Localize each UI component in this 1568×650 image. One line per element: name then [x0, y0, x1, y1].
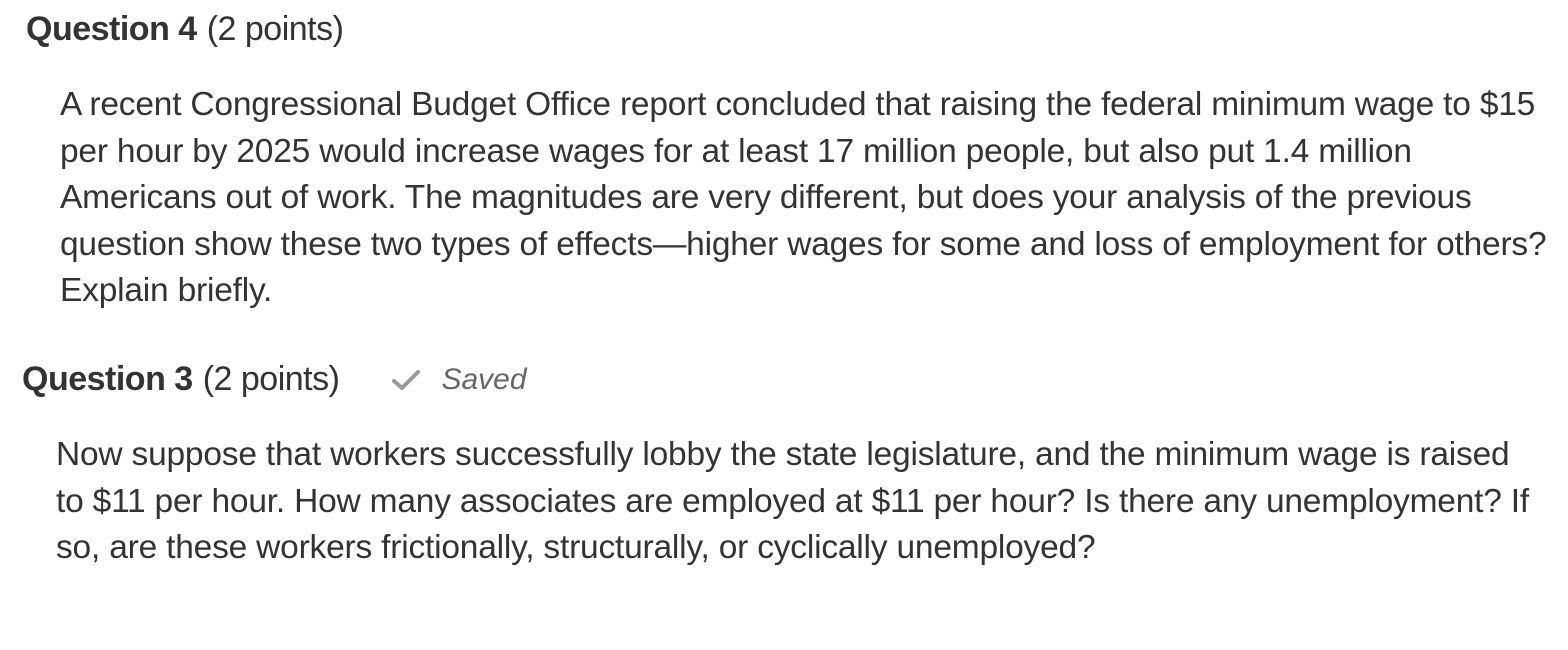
question-header [22, 360, 527, 399]
checkmark-icon [391, 368, 421, 392]
question-points: (2 points) [202, 360, 340, 398]
question-title: Question 3 [22, 360, 193, 398]
question-header [26, 10, 343, 49]
question-points: (2 points) [206, 10, 344, 48]
question-text: Now suppose that workers successfully lobby the state legislature, and the minimum wage is raised to $11 per hour. How many associates are employed at $11 per hour? Is there any unemployment? If so, are these workers frictionally, structurally, or cyclically unemployed? [56, 436, 1530, 566]
saved-label: Saved [441, 362, 527, 396]
question-text: A recent Congressional Budget Office report concluded that raising the federal minimum wage to $15 per hour by 2025 would increase wages for at least 17 million people, but also put 1.4 million Americans out of work. The magnitudes are very different, but does your analysis of the previous question show these two types of effects—higher wages for some and loss of employment for others? Explain briefly. [60, 86, 1547, 309]
save-status [391, 363, 526, 397]
question-title: Question 4 [26, 10, 197, 48]
